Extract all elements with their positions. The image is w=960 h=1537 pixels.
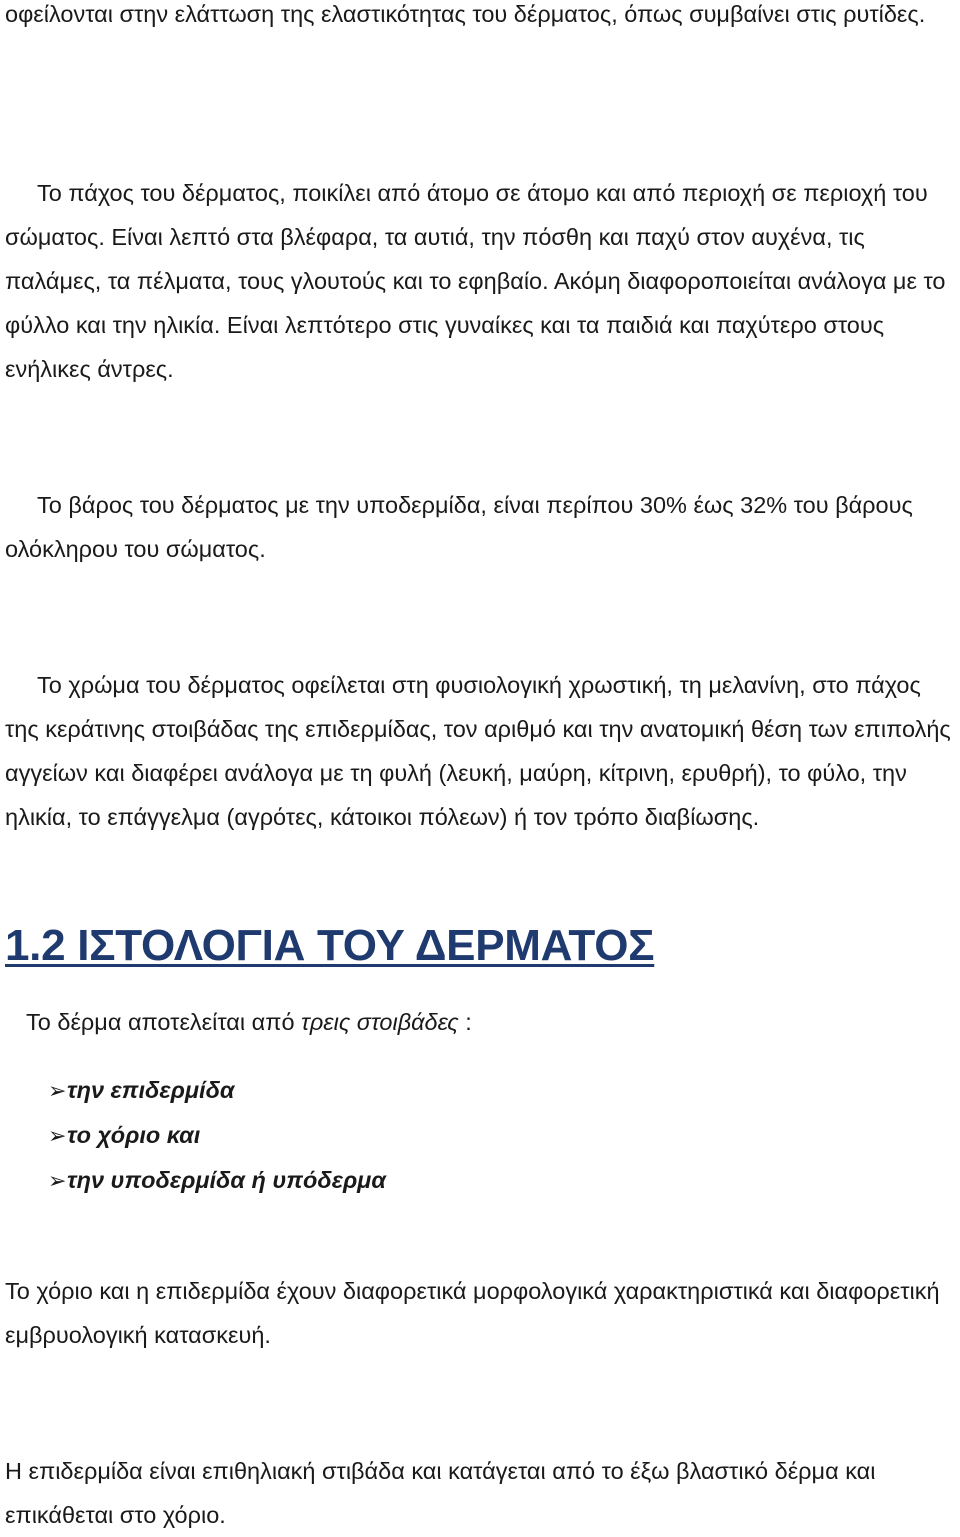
list-item-label: την επιδερμίδα — [67, 1077, 235, 1103]
section-heading: 1.2 ΙΣΤΟΛΟΓΙΑ ΤΟΥ ΔΕΡΜΑΤΟΣ — [5, 921, 655, 970]
paragraph-dermis-epidermis: Το χόριο και η επιδερμίδα έχουν διαφορετικά μορφολογικά χαρακτηριστικά και διαφορετική εμβρυολογική κατασκευή. — [5, 1278, 940, 1348]
list-item-label: το χόριο και — [67, 1122, 201, 1148]
list-item — [48, 1158, 386, 1203]
list-item — [48, 1068, 386, 1113]
paragraph-skin-weight: Το βάρος του δέρματος με την υποδερμίδα, είναι περίπου 30% έως 32% του βάρους ολόκληρου του σώματος. — [5, 492, 913, 562]
intro-prefix: Το δέρμα αποτελείται από — [26, 1009, 302, 1035]
list-item-label: την υποδερμίδα ή υπόδερμα — [67, 1167, 386, 1193]
paragraph-epidermis-origin: Η επιδερμίδα είναι επιθηλιακή στιβάδα και κατάγεται από το έξω βλαστικό δέρμα και επικάθεται στο χόριο. — [5, 1458, 876, 1528]
list-item — [48, 1113, 386, 1158]
skin-layers-list — [48, 1068, 386, 1203]
arrow-bullet-icon: ➢ — [48, 1078, 67, 1103]
intro-suffix: : — [458, 1009, 472, 1035]
paragraph-skin-thickness: Το πάχος του δέρματος, ποικίλει από άτομο σε άτομο και από περιοχή σε περιοχή του σώματος. Είναι λεπτό στα βλέφαρα, τα αυτιά, την πόσθη και παχύ στον αυχένα, τις παλάμες, τα πέλματα, τους γλουτούς και το εφηβαίο. Ακόμη διαφοροποιείται ανάλογα με το φύλλο και την ηλικία. Είναι λεπτότερο στις γυναίκες και τα παιδιά και παχύτερο στους ενήλικες άντρες. — [5, 180, 946, 382]
arrow-bullet-icon: ➢ — [48, 1123, 67, 1148]
paragraph-skin-color: Το χρώμα του δέρματος οφείλεται στη φυσιολογική χρωστική, τη μελανίνη, στο πάχος της κεράτινης στοιβάδας της επιδερμίδας, τον αριθμό και την ανατομική θέση των επιπολής αγγείων και διαφέρει ανάλογα με τη φυλή (λευκή, μαύρη, κίτρινη, ερυθρή), το φύλο, την ηλικία, το επάγγελμα (αγρότες, κάτοικοι πόλεων) ή τον τρόπο διαβίωσης. — [5, 672, 951, 830]
intro-emphasis: τρεις στοιβάδες — [301, 1009, 459, 1035]
paragraph-skin-elasticity: οφείλονται στην ελάττωση της ελαστικότητας του δέρματος, όπως συμβαίνει στις ρυτίδες. — [5, 1, 926, 27]
arrow-bullet-icon: ➢ — [48, 1168, 67, 1193]
section-intro — [26, 1000, 472, 1044]
